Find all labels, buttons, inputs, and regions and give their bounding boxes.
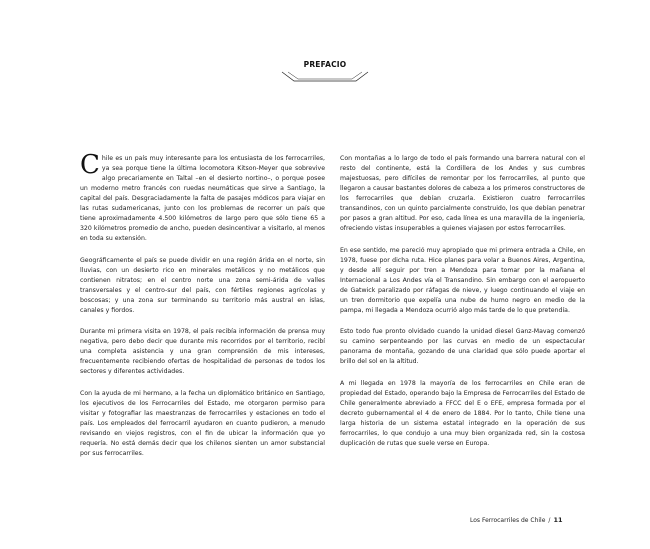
- drop-cap: C: [80, 150, 100, 180]
- page-footer: [470, 516, 590, 524]
- paragraph-geography: Geográficamente el país se puede dividir en una región árida en el norte, sin lluvias, con un desierto rico en minerales metálicos y no metálicos que contienen nitratos; en el centro norte una zona semi-árida de valles transversales y el centro-sur del país, con fértiles regiones agrícolas y boscosas; y una zona sur terminando su territorio más austral en islas, canales y fiordos.: [80, 256, 325, 314]
- heading-ornament: [280, 71, 370, 85]
- paragraph-first-visit: Durante mi primera visita en 1978, el país recibía información de prensa muy negativa, pero debo decir que durante mis recorridos por el territorio, recibí una completa asistencia y una gran comprensión de mis intereses, frecuentemente recibiendo ofertas de hospitalidad de personas de todos los sectores y diferentes actividades.: [80, 328, 325, 375]
- running-title: Los Ferrocarriles de Chile: [470, 517, 546, 524]
- right-column: [340, 154, 585, 460]
- page-number: 11: [553, 516, 563, 524]
- chapter-heading: PREFACIO: [303, 60, 347, 69]
- chapter-heading-block: [0, 60, 650, 85]
- paragraph-state-railways: A mi llegada en 1978 la mayoría de los ferrocarriles en Chile eran de propiedad del Estado, operando bajo la Empresa de Ferrocarriles del Estado de Chile generalmente abreviado a FFCC del E o EFE, empresa formada por el decreto gubernamental el 4 de enero de 1884. Por lo tanto, Chile tiene una larga historia de un sistema estatal integrado en la operación de sus ferrocarriles, lo que condujo a una muy bien organizada red, sin la costosa duplicación de rutas que suele verse en Europa.: [340, 379, 585, 447]
- paragraph-brother-help: Con la ayuda de mi hermano, a la fecha un diplomático británico en Santiago, los ejecutivos de los Ferrocarriles del Estado, me otorgaron permiso para visitar y fotografiar las maestranzas de ferrocarriles y estaciones en todo el país. Los empleados del ferrocarril ayudaron en cuanto pudieron, a menudo revisando en viejos registros, con el fin de ubicar la información que yo requería. No está demás decir que los chilenos sienten un amor substancial por sus ferrocarriles.: [80, 389, 325, 457]
- paragraph-intro-text: hile es un país muy interesante para los entusiasta de los ferrocarriles, ya sea porque tiene la última locomotora Kitson-Meyer que sobrevive algo precariamente en Taltal –en el desierto nortino–, o porque posee un moderno metro francés con ruedas neumáticas que sirve a Santiago, la capital del país. Desgraciadamente la falta de pasajes módicos para viajar en las rutas sudamericanas, junto con los problemas de recorrer un país que tiene aproximadamente 4.500 kilómetros de largo pero que sólo tiene 65 a 320 kilómetros promedio de ancho, pueden desincentivar a visitarlo, al menos en toda su extensión.: [80, 155, 325, 242]
- left-column: [80, 150, 325, 470]
- paragraph-intro: [80, 150, 325, 244]
- footer-separator: /: [548, 517, 551, 524]
- paragraph-arrival-route: En ese sentido, me pareció muy apropiado que mi primera entrada a Chile, en 1978, fuese por dicha ruta. Hice planes para volar a Buenos Aires, Argentina, y desde allí seguir por tren a Mendoza para tomar por la mañana el Internacional a Los Andes vía el Transandino. Sin embargo con el aeropuerto de Gatwick paralizado por ráfagas de nieve, y luego continuando el viaje en un tren dormitorio que expelía una nube de humo negro en medio de la pampa, mi llegada a Mendoza ocurrió algo más tarde de lo que pretendía.: [340, 246, 585, 314]
- paragraph-ganz-mavag: Esto todo fue pronto olvidado cuando la unidad diesel Ganz-Mavag comenzó su camino serpenteando por las curvas en medio de un espectacular panorama de montaña, gozando de una claridad que sólo puede aportar el brillo del sol en la altitud.: [340, 328, 585, 365]
- paragraph-andes: Con montañas a lo largo de todo el país formando una barrera natural con el resto del continente, está la Cordillera de los Andes y sus cumbres majestuosas, pero difíciles de remontar por los ferrocarriles, al punto que llegaron a causar bastantes dolores de cabeza a los primeros constructores de los ferrocarriles que debían cruzarla. Existieron cuatro ferrocarriles transandinos, con un quinto parcialmente construido, los que debían penetrar por pasos a gran altitud. Por eso, cada línea es una maravilla de la ingeniería, ofreciendo vistas insuperables a quienes viajasen por estos ferrocarriles.: [340, 155, 585, 232]
